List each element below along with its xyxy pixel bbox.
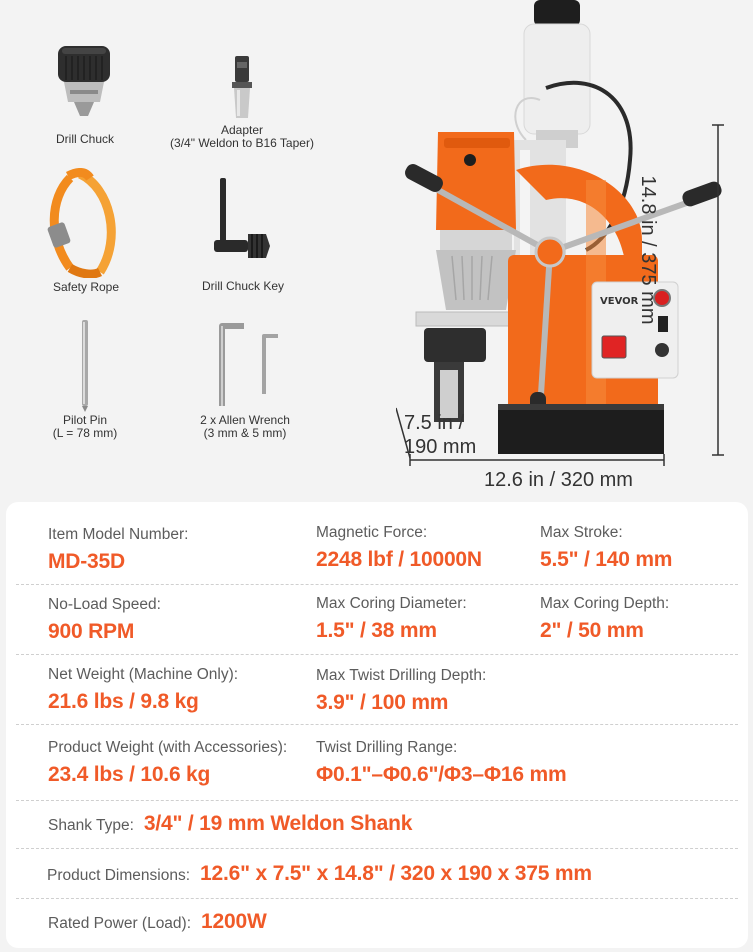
magnetic-drill-machine-illustration: [396, 0, 726, 480]
spec-max-stroke-label: Max Stroke:: [540, 524, 623, 541]
specifications-card: [6, 502, 748, 948]
spec-magnetic-force-label: Magnetic Force:: [316, 524, 428, 541]
spec-product-weight: [48, 739, 287, 787]
adapter-sublabel: (3/4" Weldon to B16 Taper): [170, 136, 314, 150]
spec-no-load-speed-label: No-Load Speed:: [48, 596, 161, 613]
spec-net-weight-label: Net Weight (Machine Only):: [48, 666, 239, 683]
drill-chuck-key-label: Drill Chuck Key: [201, 279, 285, 293]
spec-shank-type-label: Shank Type:: [48, 817, 134, 834]
spec-no-load-speed-value: 900 RPM: [48, 620, 135, 643]
spec-model-value: MD-35D: [48, 550, 125, 573]
spec-product-dimensions-value: 12.6" x 7.5" x 14.8" / 320 x 190 x 375 mm: [200, 862, 592, 885]
spec-model-label: Item Model Number:: [48, 526, 189, 543]
row-divider: [16, 584, 738, 585]
drill-chuck-key-icon: [214, 178, 276, 262]
spec-no-load-speed: [48, 596, 161, 644]
spec-max-stroke: [540, 524, 672, 572]
depth-dimension-label-2: 190 mm: [404, 436, 477, 458]
row-divider: [16, 654, 738, 655]
spec-magnetic-force: [316, 524, 482, 572]
height-dimension-label: 14.8 in / 375 mm: [637, 175, 659, 325]
row-divider: [16, 724, 738, 725]
pilot-pin-label: Pilot Pin: [62, 413, 108, 427]
spec-rated-power: [48, 910, 267, 934]
spec-max-twist-depth-value: 3.9" / 100 mm: [316, 691, 449, 714]
spec-product-dimensions: [47, 862, 592, 886]
spec-max-coring-diameter-label: Max Coring Diameter:: [316, 595, 467, 612]
safety-rope-label: Safety Rope: [52, 280, 120, 294]
spec-max-coring-depth-value: 2" / 50 mm: [540, 619, 644, 642]
row-divider: [16, 800, 738, 801]
spec-net-weight-value: 21.6 lbs / 9.8 kg: [48, 690, 199, 713]
depth-dimension-label-1: 7.5 in /: [404, 412, 465, 434]
pilot-pin-icon: [79, 320, 91, 412]
spec-model: [48, 526, 188, 574]
spec-net-weight: [48, 666, 238, 714]
spec-max-coring-depth: [540, 595, 669, 643]
width-dimension-label: 12.6 in / 320 mm: [484, 469, 633, 491]
adapter-icon: [228, 56, 256, 120]
spec-max-coring-depth-label: Max Coring Depth:: [540, 595, 670, 612]
spec-rated-power-label: Rated Power (Load):: [48, 915, 192, 932]
spec-twist-range-value: Φ0.1"–Φ0.6"/Φ3–Φ16 mm: [316, 763, 567, 786]
spec-rated-power-value: 1200W: [201, 910, 267, 933]
row-divider: [16, 848, 738, 849]
spec-shank-type: [48, 812, 412, 836]
spec-product-weight-label: Product Weight (with Accessories):: [48, 739, 288, 756]
spec-max-twist-depth: [316, 667, 486, 715]
spec-max-coring-diameter-value: 1.5" / 38 mm: [316, 619, 437, 642]
bottle-cap: [534, 0, 580, 26]
adapter-label: Adapter: [220, 123, 264, 137]
spec-twist-range: [316, 739, 566, 787]
pilot-pin-sublabel: (L = 78 mm): [52, 426, 118, 440]
spec-product-dimensions-label: Product Dimensions:: [47, 867, 191, 884]
drill-chuck-label: Drill Chuck: [55, 132, 114, 146]
spec-max-coring-diameter: [316, 595, 467, 643]
allen-wrench-icon: [214, 320, 286, 408]
safety-rope-icon: [40, 168, 132, 278]
brand-label: VEVOR: [600, 296, 639, 307]
allen-wrench-label: 2 x Allen Wrench: [200, 413, 290, 427]
spec-shank-type-value: 3/4" / 19 mm Weldon Shank: [143, 812, 413, 835]
allen-wrench-sublabel: (3 mm & 5 mm): [203, 426, 287, 440]
spec-product-weight-value: 23.4 lbs / 10.6 kg: [48, 763, 211, 786]
spec-max-twist-depth-label: Max Twist Drilling Depth:: [316, 667, 487, 684]
spec-max-stroke-value: 5.5" / 140 mm: [540, 548, 673, 571]
spec-magnetic-force-value: 2248 lbf / 10000N: [316, 548, 482, 571]
spec-twist-range-label: Twist Drilling Range:: [316, 739, 458, 756]
row-divider: [16, 898, 738, 899]
drill-chuck-icon: [52, 40, 116, 122]
